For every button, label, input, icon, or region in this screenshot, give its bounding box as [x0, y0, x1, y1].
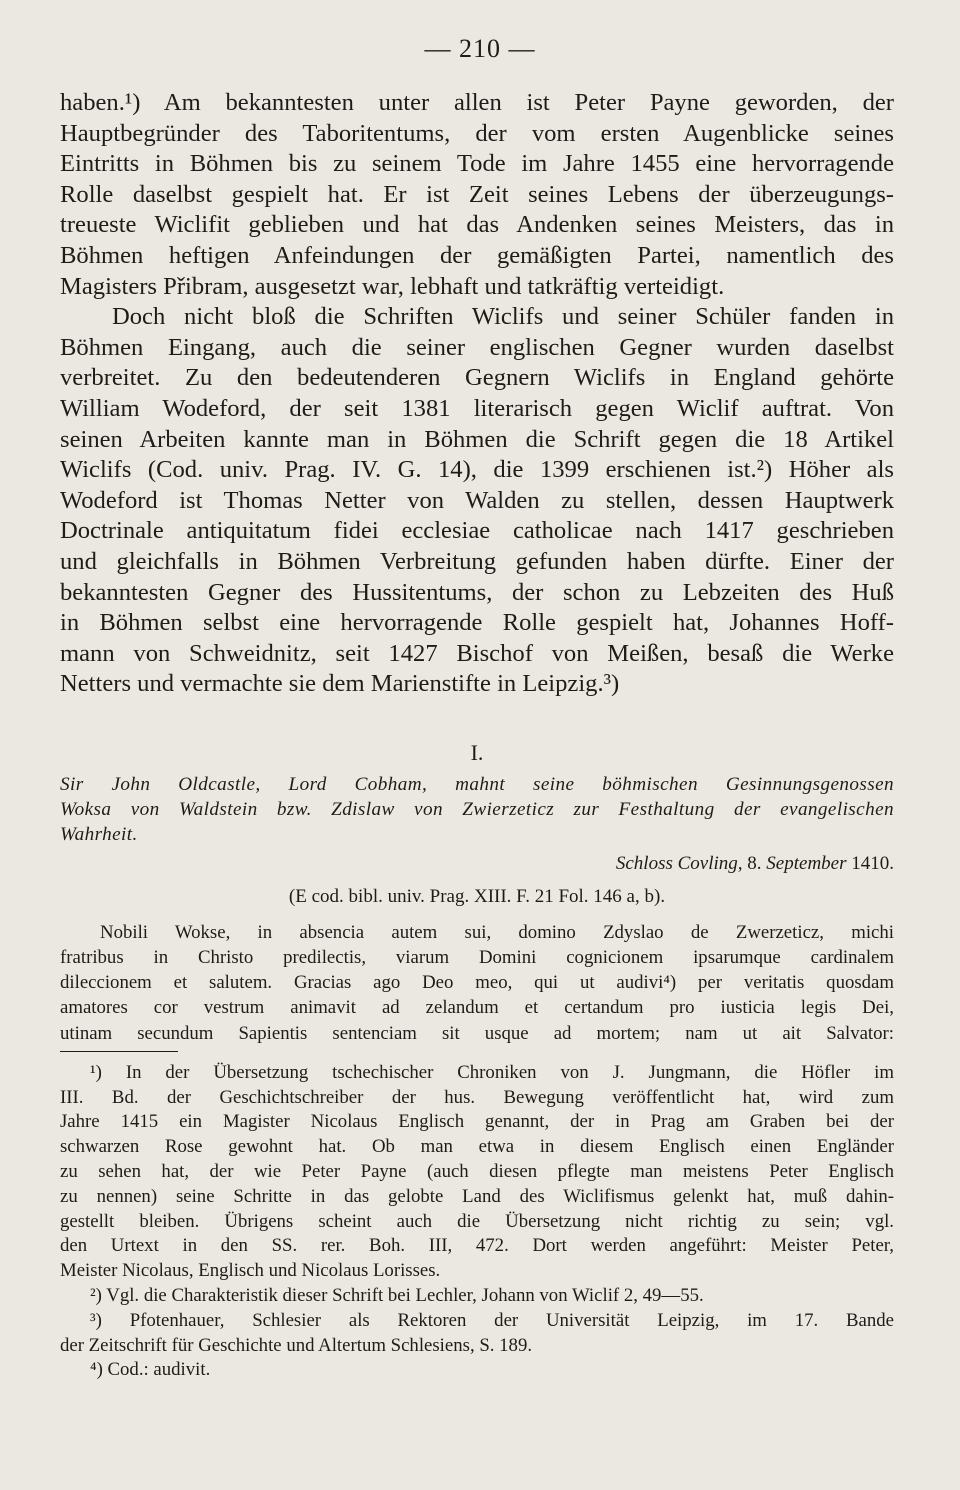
footnote-divider	[60, 1051, 178, 1052]
text-line: Doch nicht bloß die Schriften Wiclifs und seiner Schüler fanden in	[112, 303, 894, 331]
text-line: Doctrinale antiquitatum fidei ecclesiae catholicae nach 1417 geschrieben	[60, 517, 894, 545]
footnote-line: ²) Vgl. die Charakteristik dieser Schrift bei Lechler, Johann von Wiclif 2, 49—55.	[90, 1285, 704, 1307]
text-line: treueste Wiclifit geblieben und hat das Andenken seines Meisters, das in	[60, 211, 894, 239]
footnote-line: schwarzen Rose gewohnt hat. Ob man etwa in diesem Englisch einen Engländer	[60, 1136, 894, 1158]
document-place-date	[60, 849, 894, 879]
text-line: Böhmen Eingang, auch die seiner englischen Gegner wurden daselbst	[60, 333, 894, 361]
footnote-marker: ²	[756, 456, 765, 484]
text-line: Hauptbegründer des Taboritentums, der vom ersten Augenblicke seines	[60, 119, 894, 147]
latin-text	[60, 920, 894, 1046]
footnote-marker: ³	[603, 670, 611, 698]
text-line: Rolle daselbst gespielt hat. Er ist Zeit seines Lebens der überzeugungs-	[60, 180, 894, 208]
footnote-line: den Urtext in den SS. rer. Boh. III, 472. Dort werden angeführt: Meister Peter,	[60, 1235, 894, 1257]
footnote-line: ⁴) Cod.: audivit.	[90, 1359, 211, 1381]
text-line: seinen Arbeiten kannte man in Böhmen die Schrift gegen die 18 Artikel	[60, 425, 894, 453]
footnote-line: III. Bd. der Geschichtschreiber der hus. Bewegung veröffentlicht hat, wird zum	[60, 1086, 894, 1108]
text-line: verbreitet. Zu den bedeutenderen Gegnern Wiclifs in England gehörte	[60, 364, 894, 392]
text-line: bekanntesten Gegner des Hussitentums, der schon zu Lebzeiten des Huß	[60, 578, 894, 606]
footnote	[60, 1061, 894, 1284]
document-date-month: September	[766, 852, 847, 874]
text-line: Wiclifs (Cod. univ. Prag. IV. G. 14), die 1399 erschienen ist.²) Höher als	[60, 456, 894, 484]
footnote-marker: ²	[90, 1285, 96, 1307]
footnote-line: Jahre 1415 ein Magister Nicolaus Englisch genannt, der in Prag am Graben bei der	[60, 1111, 894, 1133]
document-title	[60, 772, 894, 847]
footnote-line: zu nennen) seine Schritte in das gelobte Land des Wiclifismus gelenkt hat, muß dahin-	[60, 1185, 894, 1207]
footnote-line: ³) Pfotenhauer, Schlesier als Rektoren der Universität Leipzig, im 17. Bande	[90, 1309, 894, 1331]
main-text	[60, 88, 894, 700]
footnote	[60, 1358, 894, 1383]
footnote	[60, 1284, 894, 1309]
text-line: William Wodeford, der seit 1381 literarisch gegen Wiclif auftrat. Von	[60, 394, 894, 422]
title-line: Sir John Oldcastle, Lord Cobham, mahnt seine böhmischen Gesinnungsgenossen	[60, 773, 894, 795]
text-line: Nobili Wokse, in absencia autem sui, domino Zdyslao de Zwerzeticz, michi	[100, 921, 894, 943]
text-line: Netters und vermachte sie dem Marienstifte in Leipzig.³)	[60, 670, 620, 698]
text-line: Wodeford ist Thomas Netter von Walden zu stellen, dessen Hauptwerk	[60, 486, 894, 514]
document-source: (E cod. bibl. univ. Prag. XIII. F. 21 Fol. 146 a, b).	[288, 885, 666, 907]
text-line: fratribus in Christo predilectis, viarum Domini cognicionem ipsarumque cardinalem	[60, 947, 894, 969]
text-line: und gleichfalls in Böhmen Verbreitung gefunden haben dürfte. Einer der	[60, 547, 894, 575]
document-place: Schloss Covling,	[615, 852, 743, 874]
text-line: utinam secundum Sapientis sentenciam sit usque ad mortem; nam ut ait Salvator:	[60, 1022, 894, 1044]
footnote-marker: ⁴	[90, 1359, 97, 1381]
footnote-marker: ¹	[124, 89, 133, 116]
footnote-line: der Zeitschrift für Geschichte und Altertum Schlesiens, S. 189.	[60, 1334, 533, 1356]
footnote-line: ¹) In der Übersetzung tschechischer Chroniken von J. Jungmann, die Höfler im	[90, 1061, 894, 1083]
page-number: — 210 —	[424, 34, 536, 63]
document-date-day: 8.	[747, 852, 762, 874]
section-number: I.	[470, 739, 484, 765]
footnote-line: Meister Nicolaus, Englisch und Nicolaus Lorisses.	[60, 1260, 441, 1282]
text-line: mann von Schweidnitz, seit 1427 Bischof von Meißen, besaß die Werke	[60, 639, 894, 667]
footnote-marker: ³	[90, 1309, 96, 1331]
footnotes	[60, 1061, 894, 1383]
text-line: in Böhmen selbst eine hervorragende Rolle gespielt hat, Johannes Hoff-	[60, 609, 894, 637]
text-line: Böhmen heftigen Anfeindungen der gemäßigten Partei, namentlich des	[60, 241, 894, 269]
footnote-marker: ⁴	[663, 972, 670, 994]
text-line: Eintritts in Böhmen bis zu seinem Tode im Jahre 1455 eine hervorragende	[60, 150, 894, 178]
title-line: Woksa von Waldstein bzw. Zdislaw von Zwierzeticz zur Festhaltung der evangelischen	[60, 798, 894, 820]
title-line: Wahrheit.	[60, 823, 138, 845]
text-line: haben.¹) Am bekanntesten unter allen ist Peter Payne geworden, der	[60, 89, 894, 116]
footnote-marker: ¹	[90, 1061, 96, 1083]
document-date-year: 1410.	[851, 852, 894, 874]
paragraph	[60, 302, 894, 700]
text-line: amatores cor vestrum animavit ad zelandum et certandum pro iusticia legis Dei,	[60, 997, 894, 1019]
text-line: dileccionem et salutem. Gracias ago Deo meo, qui ut audivi⁴) per veritatis quosdam	[60, 972, 894, 994]
footnote-line: gestellt bleiben. Übrigens scheint auch die Übersetzung nicht richtig zu sein; vgl.	[60, 1210, 894, 1232]
footnote	[60, 1309, 894, 1359]
footnote-line: zu sehen hat, der wie Peter Payne (auch diesen pflegte man meistens Peter Englisch	[60, 1161, 894, 1183]
paragraph	[60, 88, 894, 302]
text-line: Magisters Přibram, ausgesetzt war, lebhaft und tatkräftig verteidigt.	[60, 272, 725, 300]
page-body	[60, 88, 894, 1383]
